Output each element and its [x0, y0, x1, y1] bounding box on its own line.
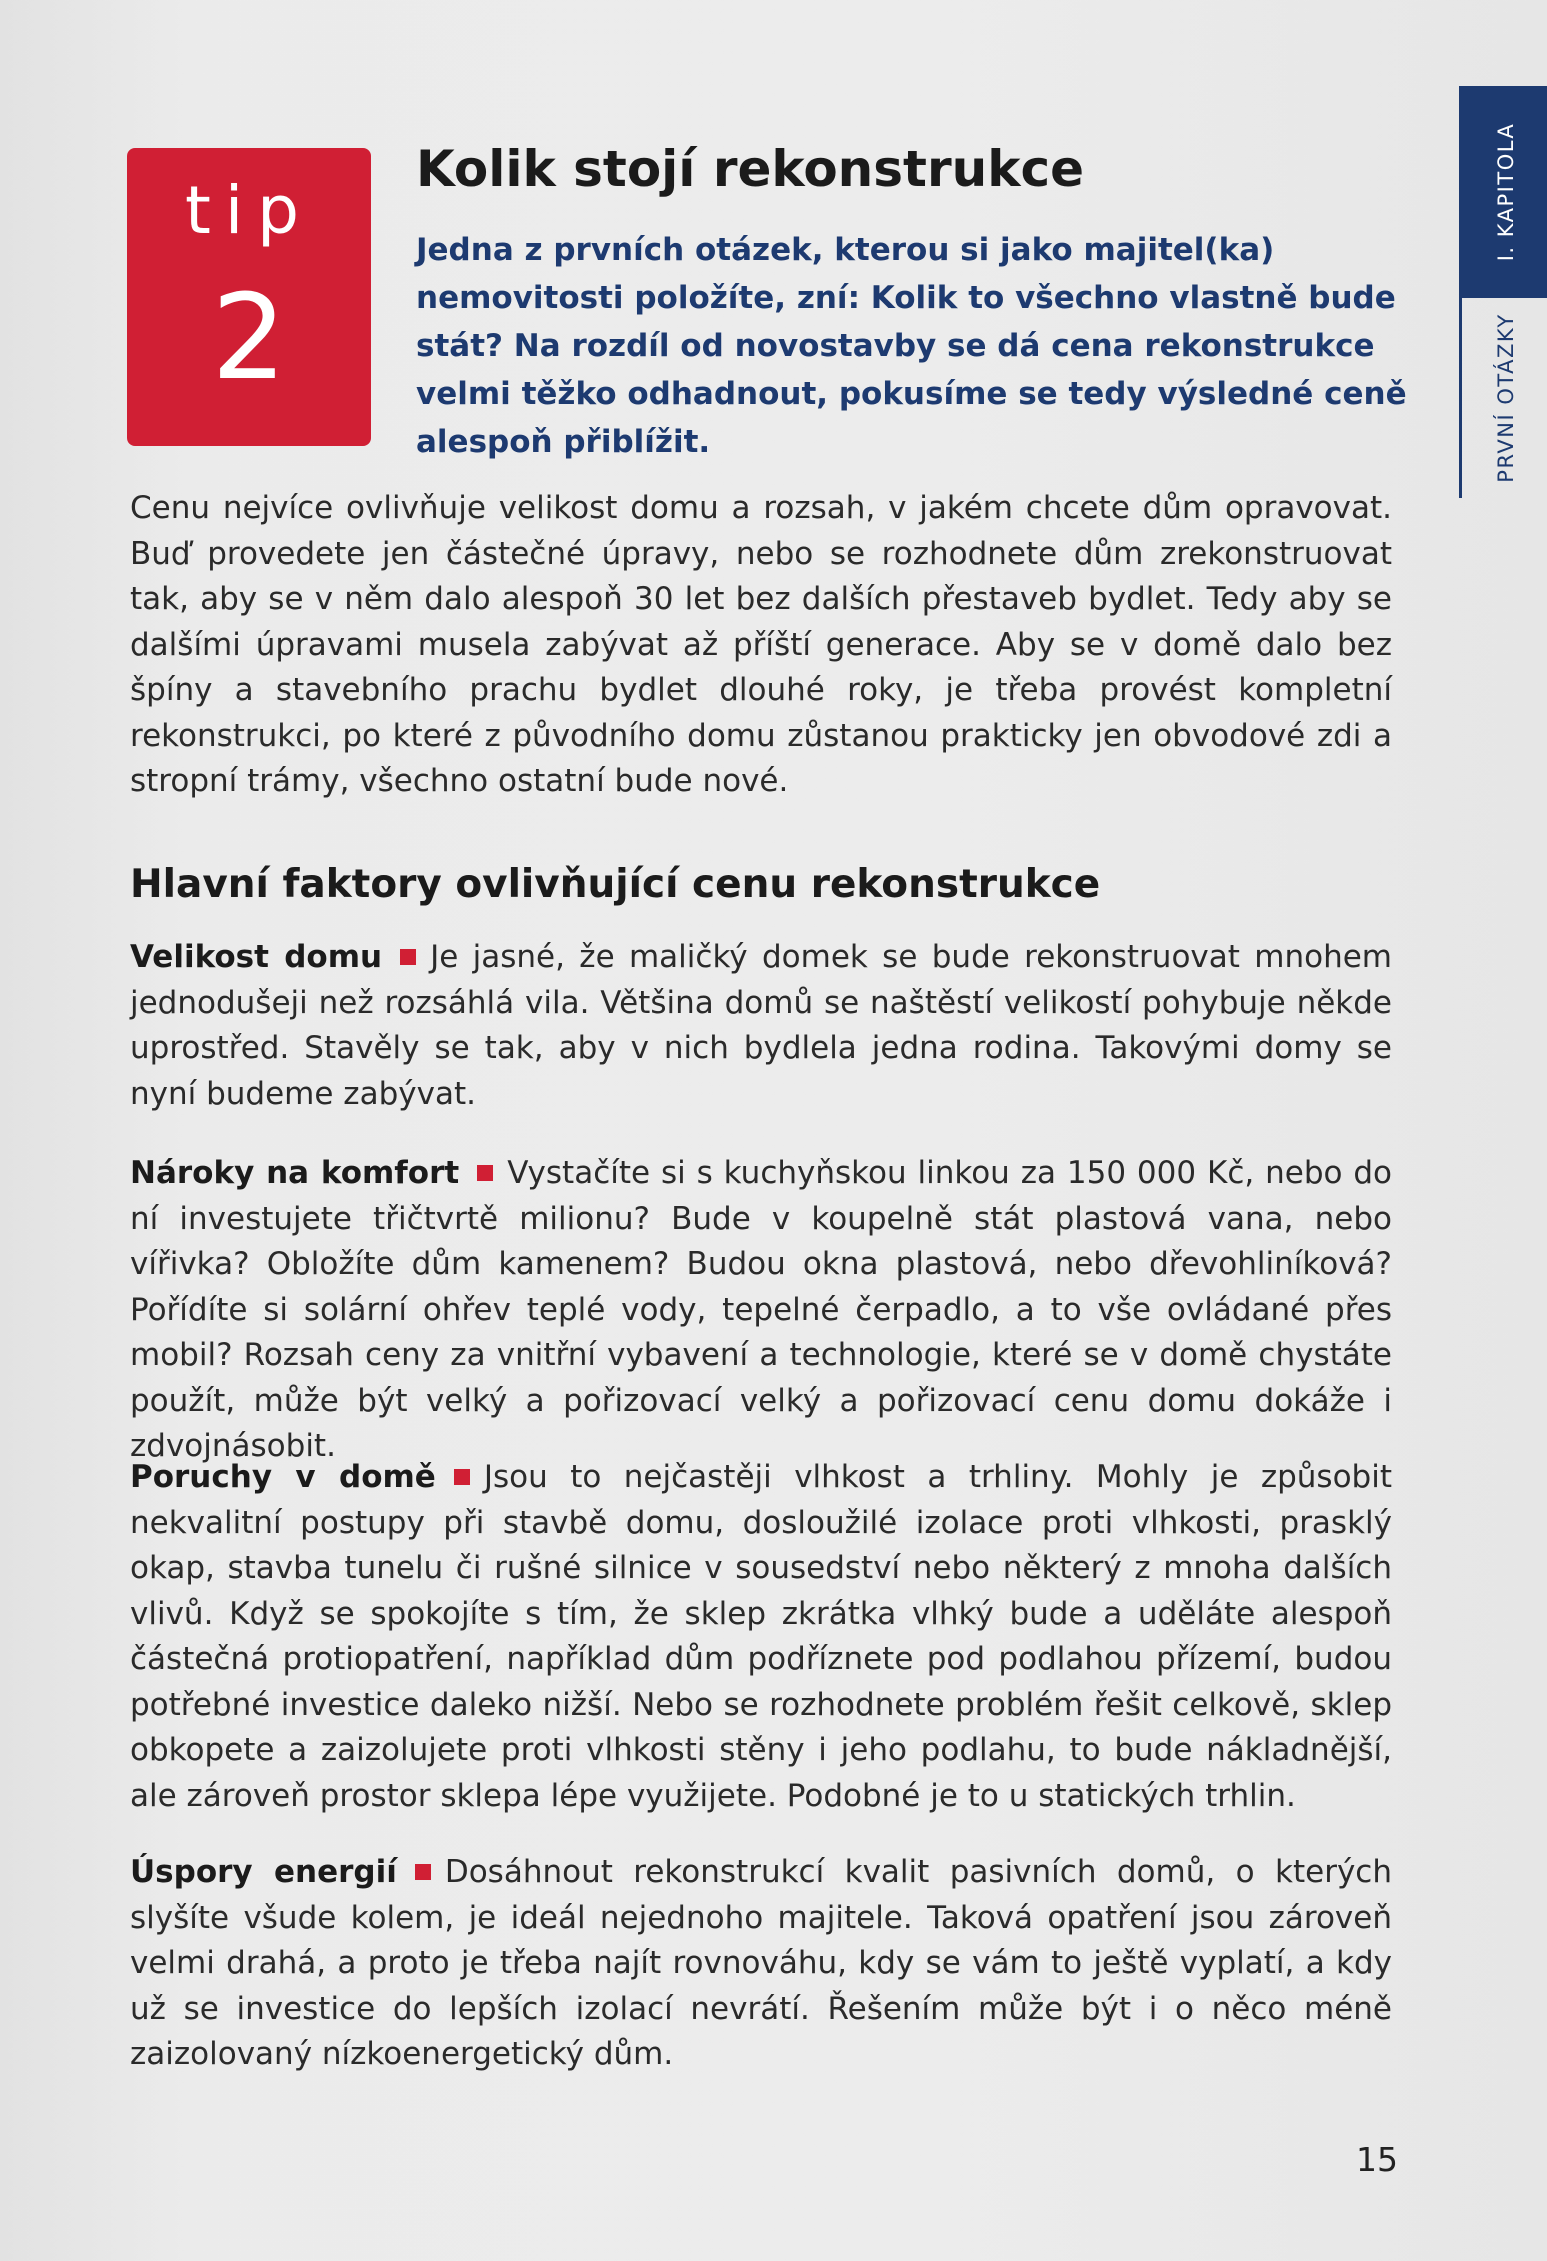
factor-term: Nároky na komfort — [130, 1155, 460, 1191]
intro-paragraph: Cenu nejvíce ovlivňuje velikost domu a rozsah, v jakém chcete dům opravovat. Buď provedete jen částečné úpravy, nebo se rozhodnete dům zrekonstruovat tak, aby se v něm dalo alespoň 30 let bez dalších přestaveb bydlet. Tedy aby se dalšími úpravami musela zabývat až příští generace. Aby se v domě dalo bez špíny a stavebního prachu bydlet dlouhé roky, je třeba provést kompletní rekonstrukci, po které z původního domu zůstanou prakticky jen obvodové zdi a stropní trámy, všechno ostatní bude nové. — [130, 490, 1392, 799]
tip-badge — [127, 148, 371, 446]
red-square-bullet-icon — [477, 1165, 493, 1181]
section-tab — [1462, 298, 1547, 498]
factor-paragraph — [130, 1850, 1392, 2078]
red-square-bullet-icon — [415, 1864, 431, 1880]
factor-term: Poruchy v domě — [130, 1459, 436, 1495]
factor-term: Velikost domu — [130, 939, 383, 975]
chapter-side-tab — [1459, 86, 1547, 498]
factor-paragraph — [130, 1455, 1392, 1819]
red-square-bullet-icon — [400, 949, 416, 965]
factor-paragraph — [130, 935, 1392, 1117]
red-square-bullet-icon — [454, 1469, 470, 1485]
chapter-tab — [1462, 86, 1547, 298]
factor-text: Je jasné, že maličký domek se bude rekonstruovat mnohem jednodušeji než rozsáhlá vila. Většina domů se naštěstí velikostí pohybuje někde uprostřed. Stavěly se tak, aby v nich bydlela jedna rodina. Takovými domy se nyní budeme zabývat. — [130, 939, 1392, 1112]
factor-paragraph — [130, 1151, 1392, 1470]
tip-title: Kolik stojí rekonstrukce — [416, 140, 1084, 198]
factor-text: Vystačíte si s kuchyňskou linkou za 150 000 Kč, nebo do ní investujete třičtvrtě milionu? Bude v koupelně stát plastová vana, nebo vířivka? Obložíte dům kamenem? Budou okna plastová, nebo dřevohliníková? Pořídíte si solární ohřev teplé vody, tepelné čerpadlo, a to vše ovládané přes mobil? Rozsah ceny za vnitřní vybavení a technologie, které se v domě chystáte použít, může být velký a pořizovací velký a pořizovací cenu domu dokáže i zdvojnásobit. — [130, 1155, 1392, 1464]
factor-text: Dosáhnout rekonstrukcí kvalit pasivních domů, o kterých slyšíte všude kolem, je ideál nejednoho majitele. Taková opatření jsou zároveň velmi drahá, a proto je třeba najít rovnováhu, kdy se vám to ještě vyplatí, a kdy už se investice do lepších izolací nevrátí. Řešením může být i o něco méně zaizolovaný nízkoenergetický dům. — [130, 1854, 1393, 2072]
tip-lead-paragraph: Jedna z prvních otázek, kterou si jako majitel(ka) nemovitosti položíte, zní: Kolik to všechno vlastně bude stát? Na rozdíl od novostavby se dá cena rekonstrukce velmi těžko odhadnout, pokusíme se tedy výsledné ceně alespoň přiblížit. — [416, 232, 1407, 460]
factor-text: Jsou to nejčastěji vlhkost a trhliny. Mohly je způsobit nekvalitní postupy při stavbě domu, dosloužilé izolace proti vlhkosti, prasklý okap, stavba tunelu či rušné silnice v sousedství nebo některý z mnoha dalších vlivů. Když se spokojíte s tím, že sklep zkrátka vlhký bude a uděláte alespoň částečná protiopatření, například dům podříznete pod podlahou přízemí, budou potřebné investice daleko nižší. Nebo se rozhodnete problém řešit celkově, sklep obkopete a zaizolujete proti vlhkosti stěny i jeho podlahu, to bude nákladnější, ale zároveň prostor sklepa lépe využijete. Podobné je to u statických trhlin. — [130, 1459, 1392, 1814]
section-heading: Hlavní faktory ovlivňující cenu rekonstrukce — [130, 862, 1101, 907]
tip-number: 2 — [211, 268, 287, 406]
tip-label: tip — [184, 172, 314, 249]
section-label: PRVNÍ OTÁZKY — [1494, 313, 1518, 483]
factor-term: Úspory energií — [130, 1854, 397, 1890]
page-number: 15 — [1356, 2140, 1398, 2179]
chapter-label: I. KAPITOLA — [1494, 122, 1518, 262]
